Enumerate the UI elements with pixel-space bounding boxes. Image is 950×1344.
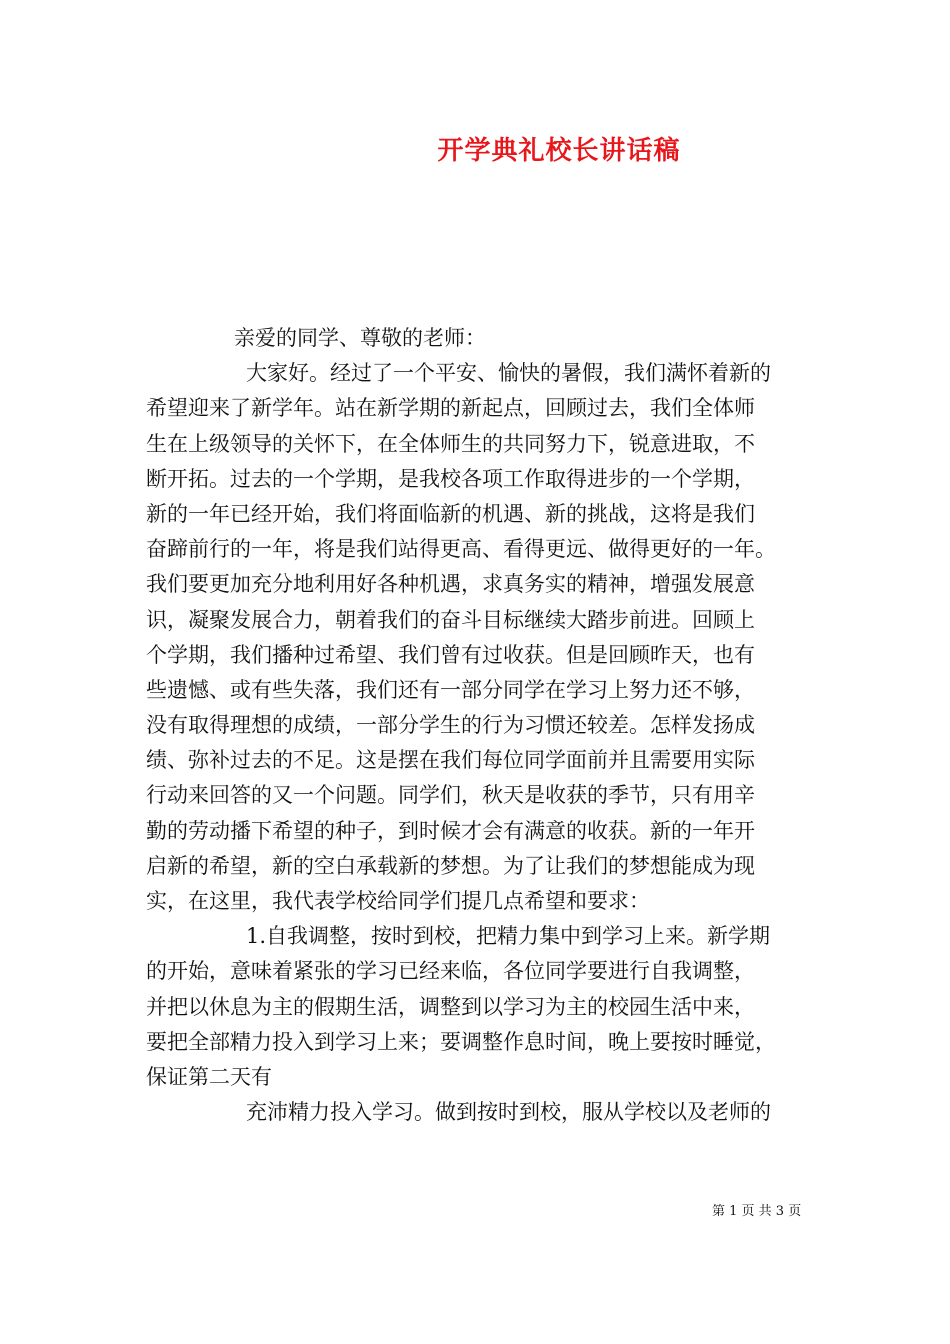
paragraph-line: 识，凝聚发展合力，朝着我们的奋斗目标继续大踏步前进。回顾上 [146, 607, 755, 632]
paragraph-line: 希望迎来了新学年。站在新学期的新起点，回顾过去，我们全体师 [146, 396, 755, 421]
paragraph-line: 充沛精力投入学习。做到按时到校，服从学校以及老师的 [246, 1100, 771, 1125]
paragraph-line: 我们要更加充分地利用好各种机遇，求真务实的精神，增强发展意 [146, 572, 755, 597]
paragraph-line: 奋蹄前行的一年，将是我们站得更高、看得更远、做得更好的一年。 [146, 537, 776, 562]
paragraph-line: 断开拓。过去的一个学期，是我校各项工作取得进步的一个学期， [146, 466, 755, 491]
paragraph-line: 启新的希望，新的空白承载新的梦想。为了让我们的梦想能成为现 [146, 853, 755, 878]
page-title: 开学典礼校长讲话稿 [437, 136, 681, 166]
salutation-line: 亲爱的同学、尊敬的老师： [234, 326, 486, 350]
list-item-line: 1.自我调整，按时到校，把精力集中到学习上来。新学期 [246, 924, 771, 949]
paragraph-line: 个学期，我们播种过希望、我们曾有过收获。但是回顾昨天，也有 [146, 642, 755, 667]
paragraph-line: 绩、弥补过去的不足。这是摆在我们每位同学面前并且需要用实际 [146, 748, 755, 773]
document-body [146, 321, 810, 1130]
paragraph-line: 并把以休息为主的假期生活，调整到以学习为主的校园生活中来， [146, 994, 755, 1019]
paragraph-line: 的开始，意味着紧张的学习已经来临，各位同学要进行自我调整， [146, 959, 755, 984]
paragraph-line: 生在上级领导的关怀下，在全体师生的共同努力下，锐意进取，不 [146, 431, 755, 456]
paragraph-line: 行动来回答的又一个问题。同学们，秋天是收获的季节，只有用辛 [146, 783, 755, 808]
paragraph-line: 大家好。经过了一个平安、愉快的暑假，我们满怀着新的 [246, 361, 771, 386]
paragraph-line: 保证第二天有 [146, 1064, 272, 1089]
paragraph-line: 勤的劳动播下希望的种子，到时候才会有满意的收获。新的一年开 [146, 818, 755, 843]
paragraph-line: 没有取得理想的成绩，一部分学生的行为习惯还较差。怎样发扬成 [146, 713, 755, 738]
paragraph-line: 些遗憾、或有些失落，我们还有一部分同学在学习上努力还不够， [146, 677, 755, 702]
paragraph-line: 新的一年已经开始，我们将面临新的机遇、新的挑战，这将是我们 [146, 501, 755, 526]
page-footer: 第 1 页 共 3 页 [712, 1204, 802, 1219]
paragraph-line: 实，在这里，我代表学校给同学们提几点希望和要求： [146, 889, 650, 913]
paragraph-line: 要把全部精力投入到学习上来；要调整作息时间，晚上要按时睡觉， [146, 1029, 776, 1054]
